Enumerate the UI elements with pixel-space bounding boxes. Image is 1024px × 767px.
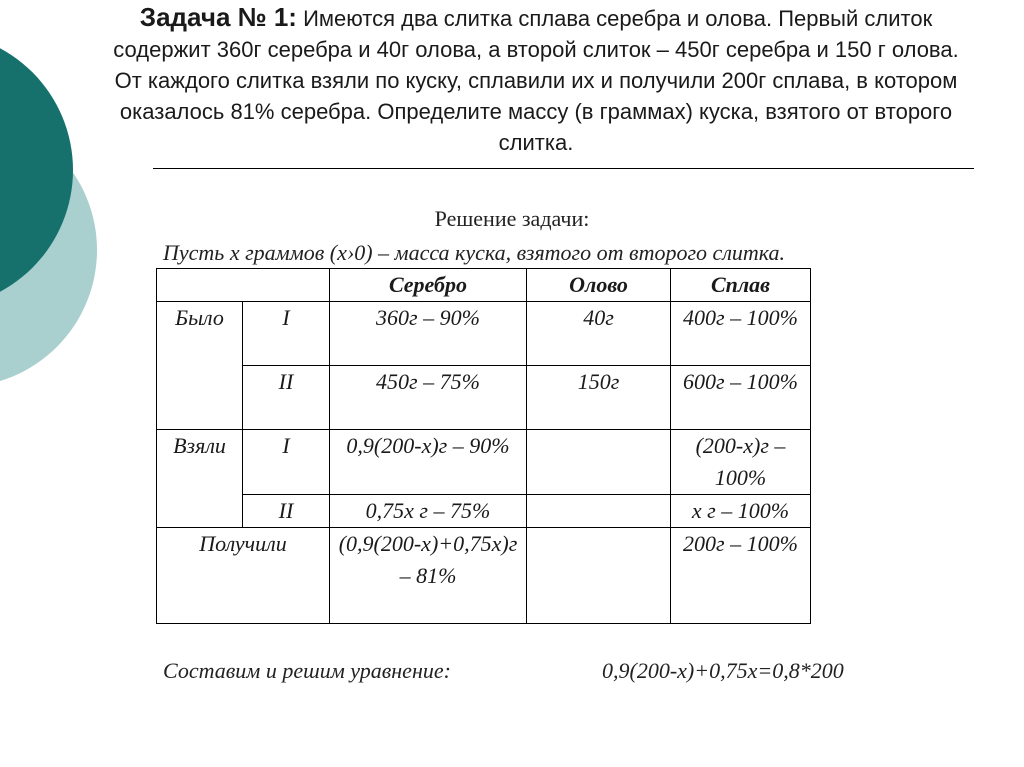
table-row: [157, 430, 811, 495]
alloy-cell: 600г – 100%: [671, 366, 811, 430]
silver-cell: 0,9(200-х)г – 90%: [330, 430, 527, 495]
group-was: Было: [157, 302, 243, 430]
table-header-row: [157, 269, 811, 302]
tin-cell: [527, 495, 671, 528]
tin-cell: 40г: [527, 302, 671, 366]
ingot-cell: II: [243, 366, 330, 430]
header-empty: [157, 269, 330, 302]
ingot-cell: II: [243, 495, 330, 528]
ingot-cell: I: [243, 302, 330, 366]
task-text: Имеются два слитка сплава серебра и олова. Первый слиток содержит 360г серебра и 40г олова, а второй слиток – 450г серебра и 150 г олова. От каждого слитка взяли по куску, сплавили их и получили 200г сплава, в котором оказалось 81% серебра. Определите массу (в граммах) куска, взятого от второго слитка.: [113, 6, 959, 155]
ingot-cell: I: [243, 430, 330, 495]
group-took: Взяли: [157, 430, 243, 528]
task-lead: Задача № 1:: [139, 2, 297, 32]
equation-text: 0,9(200-х)+0,75х=0,8*200: [602, 658, 844, 683]
alloy-cell: (200-х)г – 100%: [671, 430, 811, 495]
table-row: [157, 528, 811, 624]
silver-cell: 360г – 90%: [330, 302, 527, 366]
decorative-circles: [0, 0, 110, 400]
equation-label: Составим и решим уравнение:: [163, 658, 451, 683]
header-alloy: Сплав: [671, 269, 811, 302]
table-row: [157, 302, 811, 366]
task-statement: [98, 2, 974, 158]
group-got: Получили: [157, 528, 330, 624]
alloy-cell: 400г – 100%: [671, 302, 811, 366]
silver-cell: 450г – 75%: [330, 366, 527, 430]
solution-table: [156, 268, 811, 624]
alloy-cell: х г – 100%: [671, 495, 811, 528]
alloy-cell: 200г – 100%: [671, 528, 811, 624]
tin-cell: [527, 430, 671, 495]
table-row: [157, 366, 811, 430]
tin-cell: 150г: [527, 366, 671, 430]
divider-line: [153, 168, 974, 169]
header-tin: Олово: [527, 269, 671, 302]
silver-cell: (0,9(200-х)+0,75х)г – 81%: [330, 528, 527, 624]
header-silver: Серебро: [330, 269, 527, 302]
table-row: [157, 495, 811, 528]
tin-cell: [527, 528, 671, 624]
solution-title: Решение задачи:: [434, 206, 590, 231]
silver-cell: 0,75х г – 75%: [330, 495, 527, 528]
decorative-circles-graphic: [0, 0, 110, 400]
solution-assumption: Пусть х граммов (х›0) – масса куска, взятого от второго слитка.: [163, 240, 786, 265]
